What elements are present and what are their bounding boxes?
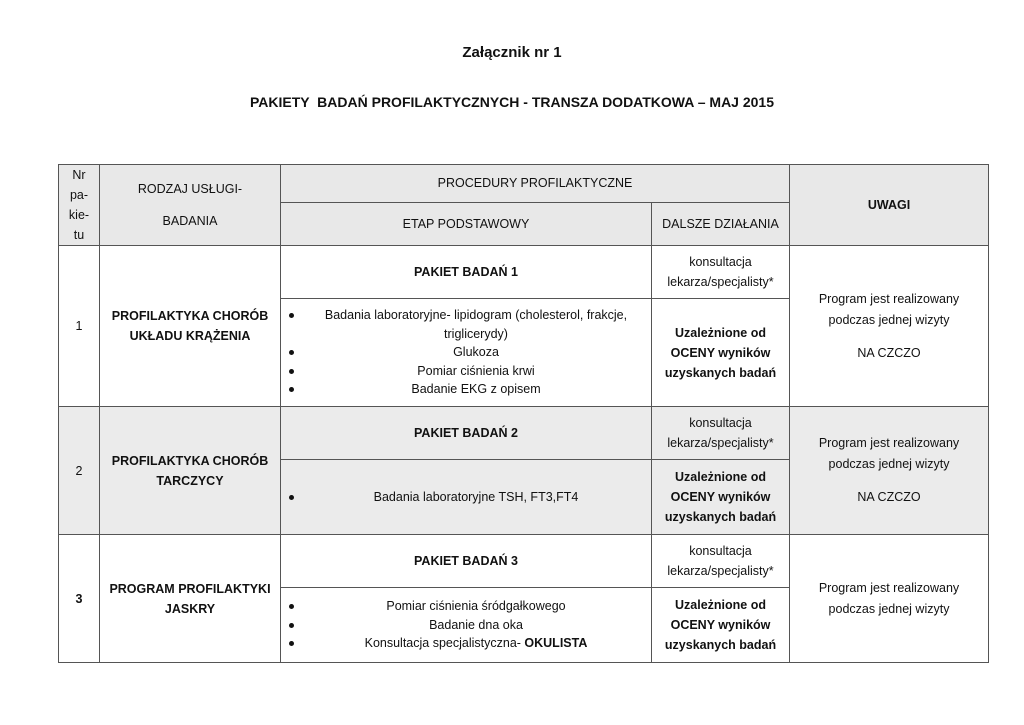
service-type xyxy=(100,407,281,535)
consult-line: konsultacja xyxy=(689,416,752,430)
list-item: Badanie dna oka xyxy=(287,616,645,635)
list-item: Glukoza xyxy=(287,343,645,362)
consult-line: lekarza/specjalisty* xyxy=(667,275,774,289)
list-item: Pomiar ciśnienia śródgałkowego xyxy=(287,597,645,616)
depends-line: Uzależnione od xyxy=(675,470,766,484)
depends-line: uzyskanych badań xyxy=(664,365,777,380)
service-line: JASKRY xyxy=(164,601,216,616)
depends-on xyxy=(652,588,790,663)
consult-line: lekarza/specjalisty* xyxy=(667,564,774,578)
consultation xyxy=(652,246,790,299)
depends-line: uzyskanych badań xyxy=(664,638,777,652)
note-line: podczas jednej wizyty xyxy=(828,601,950,616)
note-line: Program jest realizowany xyxy=(818,436,960,450)
header-service xyxy=(100,165,281,246)
procedure-list xyxy=(281,588,652,663)
procedure-list xyxy=(281,460,652,535)
table-row xyxy=(59,407,989,460)
service-type xyxy=(100,246,281,407)
consult-line: lekarza/specjalisty* xyxy=(667,436,774,450)
note-line: NA CZCZO xyxy=(857,345,921,360)
service-line: TARCZYCY xyxy=(156,473,224,488)
notes xyxy=(790,407,989,535)
note-line: Program jest realizowany xyxy=(818,291,960,306)
header-nr: Nr pa-kie-tu xyxy=(59,165,100,246)
packages-table xyxy=(58,164,989,663)
consultation xyxy=(652,535,790,588)
depends-line: uzyskanych badań xyxy=(664,510,777,524)
note-line: Program jest realizowany xyxy=(818,580,960,595)
header-basic-stage: ETAP PODSTAWOWY xyxy=(281,202,652,245)
package-name: PAKIET BADAŃ 3 xyxy=(281,535,652,588)
package-name: PAKIET BADAŃ 2 xyxy=(281,407,652,460)
item-text: Konsultacja specjalistyczna- xyxy=(364,636,525,651)
annex-label: Załącznik nr 1 xyxy=(462,44,562,61)
notes xyxy=(790,246,989,407)
item-text-bold: OKULISTA xyxy=(524,636,588,651)
notes xyxy=(790,535,989,663)
depends-line: Uzależnione od xyxy=(675,325,766,340)
service-line: PROGRAM PROFILAKTYKI xyxy=(109,581,271,596)
consult-line: konsultacja xyxy=(689,255,752,269)
list-item: Badanie EKG z opisem xyxy=(287,380,645,399)
service-type xyxy=(100,535,281,663)
package-nr: 2 xyxy=(59,407,100,535)
list-item: Badania laboratoryjne TSH, FT3,FT4 xyxy=(287,488,645,507)
service-line: PROFILAKTYKA CHORÓB xyxy=(111,453,269,468)
procedure-list xyxy=(281,299,652,407)
document-title: PAKIETY BADAŃ PROFILAKTYCZNYCH - TRANSZA DODATKOWA – MAJ 2015 xyxy=(250,94,774,110)
consultation xyxy=(652,407,790,460)
package-nr: 1 xyxy=(59,246,100,407)
package-name: PAKIET BADAŃ 1 xyxy=(281,246,652,299)
note-line: NA CZCZO xyxy=(857,490,921,504)
header-service-line1: RODZAJ USŁUGI- xyxy=(137,182,243,196)
list-item xyxy=(287,634,645,653)
header-procedures: PROCEDURY PROFILAKTYCZNE xyxy=(281,165,790,203)
table-row xyxy=(59,535,989,588)
depends-on xyxy=(652,460,790,535)
depends-line: OCENY wyników xyxy=(670,618,771,632)
header-service-line2: BADANIA xyxy=(162,214,218,228)
header-notes: UWAGI xyxy=(790,165,989,246)
depends-line: OCENY wyników xyxy=(670,345,771,360)
consult-line: konsultacja xyxy=(689,544,752,558)
list-item: Pomiar ciśnienia krwi xyxy=(287,362,645,381)
table-row xyxy=(59,246,989,299)
package-nr: 3 xyxy=(59,535,100,663)
header-further-actions: DALSZE DZIAŁANIA xyxy=(652,202,790,245)
service-line: UKŁADU KRĄŻENIA xyxy=(129,329,251,343)
list-item: Badania laboratoryjne- lipidogram (cholesterol, frakcje, triglicerydy) xyxy=(287,306,645,343)
depends-line: OCENY wyników xyxy=(670,490,771,504)
depends-on xyxy=(652,299,790,407)
service-line: PROFILAKTYKA CHORÓB xyxy=(111,309,269,323)
depends-line: Uzależnione od xyxy=(675,598,766,612)
note-line: podczas jednej wizyty xyxy=(828,457,950,471)
note-line: podczas jednej wizyty xyxy=(828,312,950,327)
